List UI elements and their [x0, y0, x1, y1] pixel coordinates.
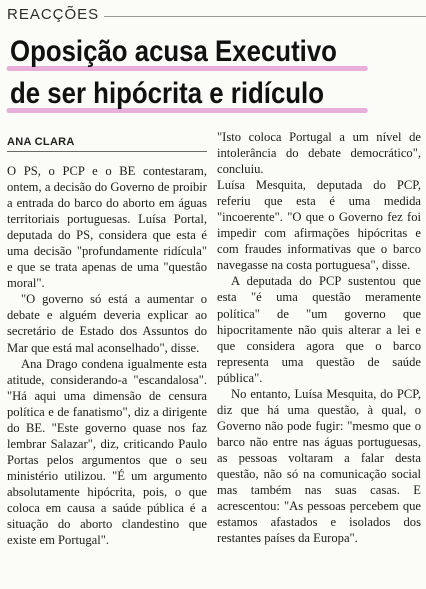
headline-line-2: de ser hipócrita e ridículo: [10, 73, 363, 115]
headline: [10, 31, 363, 115]
section-label: REACÇÕES: [7, 6, 100, 23]
paragraph: No entanto, Luísa Mesquita, do PCP, diz que há uma questão, à qual, o Governo não pode fugir: "mesmo que o barco não entre nas águas portuguesas, as pessoas voltaram a falar desta questão, não só na comunicação social mas também nas suas casas. E acrescentou: "As pessoas percebem que estamos afastados e isolados dos restantes países da Europa".: [217, 386, 421, 546]
paragraph: O PS, o PCP e o BE contestaram, ontem, a decisão do Governo de proibir a entrada do barco do aborto em águas territoriais portuguesas. Luísa Portal, deputada do PS, considera que esta é uma decisão "profundamente ridícula" e que se trata apenas de uma "questão moral".: [7, 164, 207, 291]
paragraph: Ana Drago condena igualmente esta atitude, considerando-a "escandalosa". "Há aqui uma dimensão de censura política e de fanatismo", diz a dirigente do BE. "Este governo quase nos faz lembrar Salazar", diz, criticando Paulo Portas pelos argumentos que o seu ministério utilizou. "É um argumento absolutamente hipócrita, pois, o que coloca em causa a saúde pública é a situação do aborto clandestino que existe em Portugal".: [7, 356, 207, 548]
paragraph: "Isto coloca Portugal a um nível de intolerância do debate democrático", concluiu.: [217, 130, 421, 177]
article-column-1: [7, 163, 207, 548]
paragraph: "O governo só está a aumentar o debate e alguém deveria explicar ao secretário de Estado dos Assuntos do Mar que está mal aconselhado", disse.: [7, 292, 207, 355]
byline: ANA CLARA: [7, 136, 75, 148]
section-rule: [104, 16, 426, 17]
article-column-2: [217, 129, 421, 546]
headline-line-1: Oposição acusa Executivo: [10, 31, 363, 73]
paragraph: A deputada do PCP sustentou que esta "é uma questão meramente política" de "um governo que hipocritamente não quis alterar a lei e que considera agora que o barco representa uma questão de saúde pública".: [217, 274, 421, 385]
paragraph: Luísa Mesquita, deputada do PCP, referiu que esta é uma medida "incoerente". "O que o Governo fez foi impedir com afirmações hipócritas e com fraudes informativas que o barco navegasse na costa portuguesa", disse.: [217, 178, 421, 273]
byline-rule: [7, 151, 207, 152]
